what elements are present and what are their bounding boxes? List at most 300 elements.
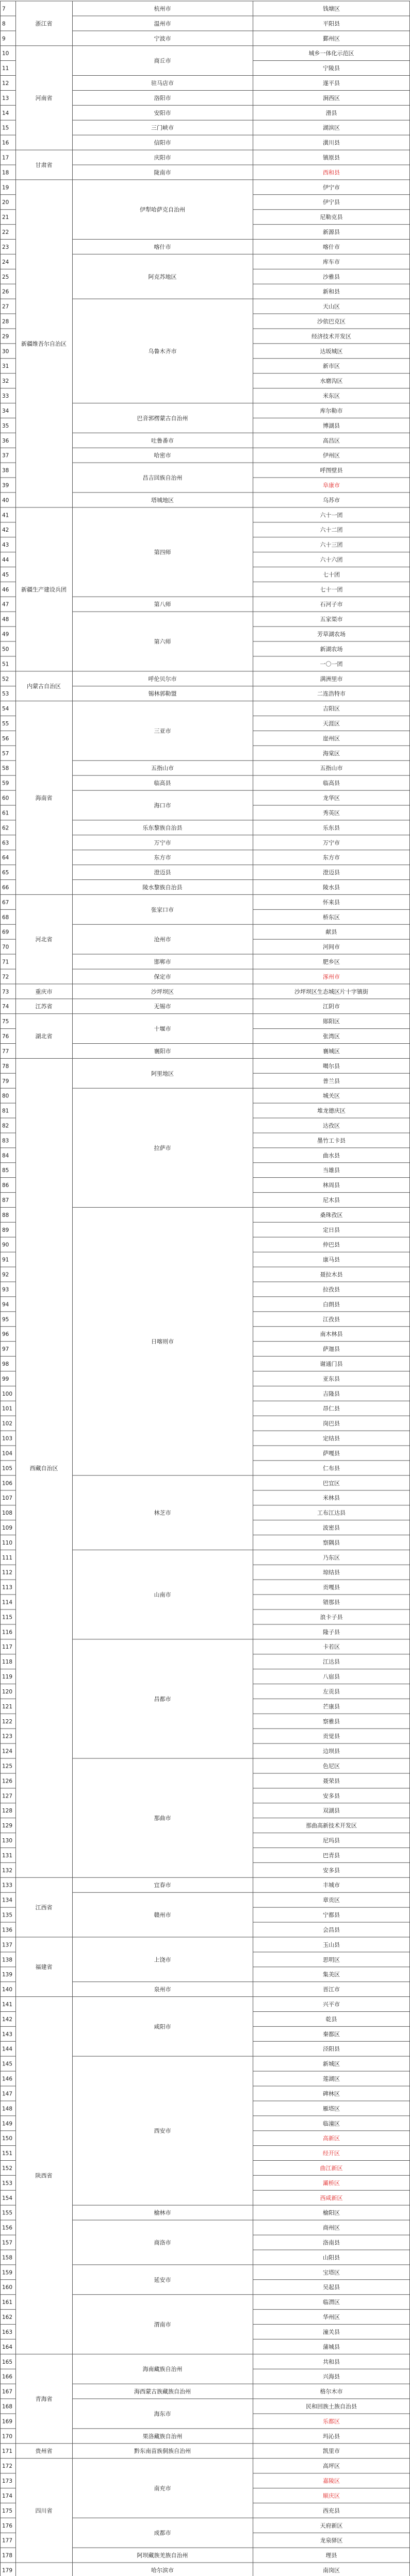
- district-cell: 南岗区: [323, 2567, 340, 2574]
- district-cell: 亚东县: [323, 1375, 340, 1382]
- row-number: 160: [2, 2284, 13, 2291]
- row-number: 19: [2, 184, 9, 191]
- city-cell: 乐东黎族自治县: [142, 824, 183, 832]
- province-cell: 江苏省: [35, 1003, 53, 1010]
- district-cell: 山阳县: [323, 2254, 340, 2261]
- district-cell: 定结县: [323, 1435, 340, 1442]
- district-cell: 伊宁县: [323, 199, 340, 206]
- district-cell: 谢通门县: [320, 1361, 343, 1367]
- row-number: 148: [2, 2106, 13, 2112]
- city-cell: 五指山市: [151, 765, 174, 772]
- district-cell: 郧阳区: [323, 1018, 340, 1025]
- row-number: 165: [2, 2359, 13, 2365]
- row-number: 24: [2, 259, 9, 265]
- district-cell: 河间市: [323, 943, 340, 951]
- row-number: 87: [2, 1197, 9, 1204]
- district-cell: 滑县: [325, 109, 337, 116]
- row-number: 121: [2, 1703, 13, 1710]
- district-cell: 乌苏市: [323, 497, 340, 504]
- row-number: 130: [2, 1838, 13, 1844]
- row-number: 176: [2, 2522, 13, 2529]
- row-number: 69: [2, 929, 9, 936]
- row-number: 95: [2, 1316, 9, 1323]
- row-number: 114: [2, 1599, 13, 1606]
- city-cell: 信阳市: [154, 139, 171, 146]
- row-number: 71: [2, 959, 9, 965]
- district-cell: 吉阳区: [323, 705, 340, 713]
- district-cell: 六十三团: [320, 541, 343, 549]
- district-cell: 察雅县: [323, 1718, 340, 1725]
- district-cell: 西和县: [323, 169, 340, 176]
- row-number: 92: [2, 1272, 9, 1278]
- row-number: 23: [2, 244, 9, 250]
- district-cell: 湖滨区: [323, 124, 340, 131]
- city-cell: 日喀则市: [151, 1338, 174, 1345]
- district-cell: 仁布县: [323, 1465, 340, 1472]
- city-cell: 阿里地区: [151, 1070, 174, 1077]
- district-cell: 沙坪坝区生态城区片十字镇街: [294, 988, 368, 995]
- row-number: 137: [2, 1942, 13, 1948]
- row-number: 40: [2, 497, 9, 504]
- district-cell: 顺庆区: [323, 2492, 340, 2499]
- district-cell: 石河子市: [320, 601, 343, 608]
- row-number: 141: [2, 2002, 13, 2008]
- row-number: 178: [2, 2552, 13, 2559]
- row-number: 131: [2, 1852, 13, 1859]
- row-number: 119: [2, 1674, 13, 1681]
- district-cell: 肥乡区: [323, 958, 340, 965]
- row-number: 68: [2, 914, 9, 921]
- district-cell: 曲水县: [323, 1152, 340, 1159]
- row-number: 138: [2, 1957, 13, 1963]
- row-number: 16: [2, 140, 9, 146]
- city-cell: 乌鲁木齐市: [148, 348, 177, 355]
- district-cell: 秀英区: [323, 809, 340, 817]
- district-cell: 五指山市: [320, 765, 343, 772]
- row-number: 59: [2, 780, 9, 787]
- district-cell: 定日县: [323, 1226, 340, 1233]
- district-cell: 天山区: [323, 303, 340, 310]
- row-number: 115: [2, 1614, 13, 1621]
- district-cell: 七十一团: [320, 586, 343, 593]
- district-cell: 白朗县: [323, 1301, 340, 1308]
- district-cell: 江达县: [323, 1658, 340, 1666]
- district-cell: 乐都区: [323, 2418, 340, 2425]
- row-number: 31: [2, 363, 9, 370]
- row-number: 75: [2, 1019, 9, 1025]
- city-cell: 第六师: [154, 638, 171, 646]
- row-number: 81: [2, 1108, 9, 1114]
- district-cell: 昂仁县: [323, 1405, 340, 1412]
- row-number: 136: [2, 1927, 13, 1934]
- district-cell: 江阴市: [323, 1003, 340, 1010]
- district-cell: 献县: [325, 928, 337, 936]
- city-cell: 无锡市: [154, 1003, 171, 1010]
- district-cell: 思明区: [323, 1956, 340, 1963]
- row-number: 20: [2, 199, 9, 206]
- row-number: 85: [2, 1167, 9, 1174]
- row-number: 18: [2, 170, 9, 176]
- row-number: 111: [2, 1554, 13, 1561]
- district-cell: 双湖县: [323, 1807, 340, 1815]
- city-cell: 安阳市: [154, 109, 171, 116]
- district-cell: 萨嘎县: [323, 1450, 340, 1457]
- district-cell: 达坂城区: [320, 348, 343, 355]
- district-cell: 城乡一体化示范区: [308, 50, 354, 57]
- row-number: 169: [2, 2418, 13, 2425]
- row-number: 49: [2, 631, 9, 638]
- district-cell: 凯里市: [323, 2448, 340, 2455]
- district-cell: 临潼区: [323, 2120, 340, 2127]
- row-number: 8: [2, 21, 6, 27]
- city-cell: 渭南市: [154, 2321, 171, 2328]
- district-cell: 新源县: [323, 229, 340, 236]
- district-cell: 新和县: [323, 288, 340, 295]
- district-cell: 经开区: [323, 2150, 340, 2157]
- district-cell: 左贡县: [323, 1688, 340, 1695]
- city-cell: 洛阳市: [154, 94, 171, 101]
- row-number: 64: [2, 855, 9, 861]
- row-number: 175: [2, 2507, 13, 2514]
- city-cell: 喀什市: [154, 243, 171, 250]
- row-number: 32: [2, 378, 9, 385]
- district-cell: 安多县: [323, 1792, 340, 1800]
- district-cell: 乾县: [325, 2015, 337, 2023]
- row-number: 150: [2, 2136, 13, 2142]
- district-cell: 蒲城县: [323, 2343, 340, 2350]
- row-number: 108: [2, 1510, 13, 1517]
- city-cell: 张家口市: [151, 906, 174, 913]
- city-cell: 锡林郭勒盟: [148, 690, 177, 698]
- row-number: 7: [2, 6, 6, 12]
- district-cell: 博湖县: [323, 422, 340, 429]
- district-cell: 七十团: [323, 571, 340, 578]
- row-number: 48: [2, 616, 9, 623]
- row-number: 61: [2, 810, 9, 817]
- city-cell: 海东市: [154, 2410, 171, 2417]
- district-cell: 八宿县: [323, 1673, 340, 1681]
- row-number: 126: [2, 1778, 13, 1785]
- district-cell: 六十一团: [320, 512, 343, 519]
- city-cell: 上饶市: [154, 1956, 171, 1963]
- row-number: 163: [2, 2329, 13, 2335]
- row-number: 44: [2, 557, 9, 564]
- row-number: 36: [2, 437, 9, 444]
- row-number: 53: [2, 691, 9, 698]
- city-cell: 东方市: [154, 854, 171, 861]
- row-number: 172: [2, 2463, 13, 2470]
- district-cell: 怀来县: [323, 899, 340, 906]
- row-number: 149: [2, 2121, 13, 2127]
- row-number: 120: [2, 1688, 13, 1695]
- district-cell: 普兰县: [323, 1077, 340, 1084]
- row-number: 135: [2, 1912, 13, 1919]
- district-cell: 灞桥区: [323, 2179, 340, 2187]
- district-cell: 满洲里市: [320, 675, 343, 683]
- row-number: 145: [2, 2061, 13, 2067]
- district-cell: 商州区: [323, 2224, 340, 2231]
- province-cell: 新疆维吾尔自治区: [21, 340, 67, 347]
- row-number: 127: [2, 1793, 13, 1800]
- district-cell: 工布江达县: [317, 1510, 346, 1517]
- row-number: 110: [2, 1539, 13, 1546]
- row-number: 42: [2, 527, 9, 534]
- province-cell: 湖北省: [35, 1033, 53, 1040]
- district-cell: 兴海县: [323, 2373, 340, 2380]
- row-number: 159: [2, 2269, 13, 2276]
- district-cell: 秦都区: [323, 2030, 340, 2038]
- city-cell: 拉萨市: [154, 1144, 171, 1151]
- province-cell: 贵州省: [35, 2448, 53, 2455]
- row-number: 22: [2, 229, 9, 236]
- city-cell: 果洛藏族自治州: [142, 2433, 183, 2440]
- district-cell: 沙依巴克区: [317, 318, 346, 325]
- district-cell: 二连浩特市: [317, 690, 346, 698]
- district-cell: 波密县: [323, 1524, 340, 1531]
- city-cell: 阿坝藏族羌族自治州: [137, 2552, 188, 2559]
- row-number: 91: [2, 1257, 9, 1263]
- row-number: 129: [2, 1823, 13, 1829]
- province-cell: 海南省: [35, 794, 53, 802]
- province-cell: 浙江省: [35, 20, 53, 27]
- row-number: 156: [2, 2225, 13, 2231]
- district-cell: 聂拉木县: [320, 1271, 343, 1278]
- row-number: 17: [2, 155, 9, 161]
- row-number: 12: [2, 80, 9, 87]
- district-cell: 色尼区: [323, 1762, 340, 1770]
- row-number: 125: [2, 1763, 13, 1770]
- row-number: 123: [2, 1733, 13, 1740]
- row-number: 112: [2, 1569, 13, 1576]
- district-cell: 丰城市: [323, 1882, 340, 1889]
- district-cell: 城关区: [323, 1092, 340, 1099]
- row-number: 78: [2, 1063, 9, 1070]
- province-cell: 四川省: [35, 2507, 53, 2514]
- province-cell: 甘肃省: [35, 161, 53, 168]
- row-number: 179: [2, 2567, 13, 2574]
- row-number: 142: [2, 2016, 13, 2023]
- row-number: 98: [2, 1361, 9, 1367]
- district-cell: 章贡区: [323, 1896, 340, 1904]
- district-cell: 边坝县: [323, 1748, 340, 1755]
- district-cell: 康马县: [323, 1256, 340, 1263]
- district-cell: 吴起县: [323, 2284, 340, 2291]
- district-cell: 萨迦县: [323, 1346, 340, 1353]
- city-cell: 沙坪坝区: [151, 988, 174, 995]
- row-number: 97: [2, 1346, 9, 1353]
- row-number: 146: [2, 2076, 13, 2082]
- district-cell: 潼关县: [323, 2328, 340, 2335]
- city-cell: 黔东南苗族侗族自治州: [134, 2448, 191, 2455]
- row-number: 144: [2, 2046, 13, 2053]
- row-number: 28: [2, 318, 9, 325]
- row-number: 171: [2, 2448, 13, 2455]
- district-cell: 五家渠市: [320, 616, 343, 623]
- row-number: 25: [2, 274, 9, 280]
- city-cell: 三门峡市: [151, 124, 174, 131]
- row-number: 139: [2, 1972, 13, 1978]
- city-cell: 澄迈县: [154, 869, 171, 876]
- city-cell: 襄阳市: [154, 1047, 171, 1055]
- row-number: 99: [2, 1376, 9, 1382]
- province-cell: 河南省: [35, 94, 53, 101]
- city-cell: 温州市: [154, 20, 171, 27]
- row-number: 45: [2, 571, 9, 578]
- row-number: 167: [2, 2388, 13, 2395]
- row-number: 107: [2, 1495, 13, 1502]
- row-number: 39: [2, 482, 9, 489]
- row-number: 164: [2, 2344, 13, 2350]
- district-cell: 西咸新区: [320, 2194, 343, 2201]
- row-number: 122: [2, 1718, 13, 1725]
- row-number: 105: [2, 1465, 13, 1472]
- row-number: 155: [2, 2210, 13, 2216]
- row-number: 9: [2, 36, 6, 42]
- district-cell: 西充县: [323, 2507, 340, 2514]
- district-cell: 当雄县: [323, 1167, 340, 1174]
- district-cell: 隆子县: [323, 1629, 340, 1636]
- district-cell: 宝塔区: [323, 2269, 340, 2276]
- city-cell: 咸阳市: [154, 2023, 171, 2030]
- city-cell: 哈尔滨市: [151, 2567, 174, 2574]
- district-cell: 东方市: [323, 854, 340, 861]
- district-cell: 理县: [325, 2552, 337, 2559]
- row-number: 116: [2, 1629, 13, 1636]
- row-number: 174: [2, 2493, 13, 2499]
- district-cell: 达孜区: [323, 1122, 340, 1129]
- row-number: 106: [2, 1480, 13, 1487]
- district-cell: 嘉陵区: [323, 2478, 340, 2485]
- row-number: 46: [2, 586, 9, 593]
- city-cell: 商洛市: [154, 2239, 171, 2246]
- district-cell: 喀什市: [323, 243, 340, 250]
- row-number: 140: [2, 1987, 13, 1993]
- city-cell: 陵水黎族自治县: [142, 884, 183, 891]
- district-cell: 莲湖区: [323, 2075, 340, 2082]
- row-number: 117: [2, 1644, 13, 1651]
- row-number: 86: [2, 1182, 9, 1189]
- row-number: 15: [2, 125, 9, 131]
- row-number: 65: [2, 870, 9, 876]
- district-cell: 吉隆县: [323, 1390, 340, 1397]
- district-cell: 米林县: [323, 1495, 340, 1502]
- row-number: 177: [2, 2537, 13, 2544]
- city-cell: 三亚市: [154, 727, 171, 735]
- row-number: 50: [2, 646, 9, 653]
- row-number: 128: [2, 1808, 13, 1815]
- district-cell: 新城区: [323, 2060, 340, 2067]
- row-number: 77: [2, 1048, 9, 1055]
- row-number: 157: [2, 2240, 13, 2246]
- row-number: 101: [2, 1405, 13, 1412]
- district-cell: 六十二团: [320, 527, 343, 534]
- row-number: 151: [2, 2150, 13, 2157]
- district-cell: 琼结县: [323, 1569, 340, 1576]
- city-cell: 商丘市: [154, 57, 171, 64]
- row-number: 154: [2, 2195, 13, 2201]
- city-cell: 赣州市: [154, 1911, 171, 1919]
- district-cell: 临高县: [323, 779, 340, 787]
- district-cell: 龙华区: [323, 794, 340, 802]
- row-number: 168: [2, 2403, 13, 2410]
- district-cell: 拉孜县: [323, 1286, 340, 1293]
- province-cell: 重庆市: [35, 988, 53, 995]
- city-cell: 沧州市: [154, 936, 171, 943]
- district-cell: 涧西区: [323, 94, 340, 101]
- district-cell: 临渭区: [323, 2299, 340, 2306]
- row-number: 51: [2, 661, 9, 668]
- district-cell: 高坪区: [323, 2463, 340, 2470]
- row-number: 67: [2, 899, 9, 906]
- district-cell: 宁陵县: [323, 65, 340, 72]
- city-cell: 塔城地区: [151, 497, 174, 504]
- city-cell: 泉州市: [154, 1986, 171, 1993]
- row-number: 54: [2, 706, 9, 713]
- row-number: 89: [2, 1227, 9, 1233]
- district-cell: 兴平市: [323, 2001, 340, 2008]
- row-number: 74: [2, 1004, 9, 1010]
- row-number: 79: [2, 1078, 9, 1084]
- row-number: 124: [2, 1748, 13, 1755]
- row-number: 134: [2, 1897, 13, 1904]
- city-cell: 海南藏族自治州: [142, 2366, 183, 2373]
- district-cell: 贡觉县: [323, 1733, 340, 1740]
- row-number: 76: [2, 1033, 9, 1040]
- province-cell: 西藏自治区: [29, 1465, 58, 1472]
- row-number: 10: [2, 50, 9, 57]
- district-cell: 海棠区: [323, 750, 340, 757]
- province-cell: 河北省: [35, 936, 53, 943]
- district-cell: 墨竹工卡县: [317, 1137, 346, 1144]
- district-cell: 巴宜区: [323, 1480, 340, 1487]
- row-number: 103: [2, 1435, 13, 1442]
- city-cell: 邯郸市: [154, 958, 171, 965]
- row-number: 170: [2, 2433, 13, 2440]
- district-cell: 华州区: [323, 2314, 340, 2321]
- district-cell: 会昌县: [323, 1926, 340, 1934]
- province-cell: 新疆生产建设兵团: [21, 586, 67, 593]
- city-cell: 宁波市: [154, 35, 171, 42]
- district-cell: 玉山县: [323, 1941, 340, 1948]
- row-number: 63: [2, 840, 9, 846]
- district-cell: 集美区: [323, 1971, 340, 1978]
- district-cell: 察隅县: [323, 1539, 340, 1546]
- row-number: 30: [2, 348, 9, 355]
- province-cell: 福建省: [35, 1963, 53, 1971]
- district-cell: 江孜县: [323, 1316, 340, 1323]
- city-cell: 哈密市: [154, 452, 171, 459]
- district-cell: 高新区: [323, 2135, 340, 2142]
- city-cell: 昌吉回族自治州: [142, 474, 183, 482]
- row-number: 55: [2, 720, 9, 727]
- row-number: 11: [2, 65, 9, 72]
- district-cell: 澄迈县: [323, 869, 340, 876]
- district-cell: 格尔木市: [320, 2388, 343, 2395]
- city-cell: 成都市: [154, 2530, 171, 2537]
- city-cell: 延安市: [154, 2276, 171, 2283]
- city-cell: 保定市: [154, 973, 171, 980]
- city-cell: 第四师: [154, 549, 171, 556]
- city-cell: 巴音郭楞蒙古自治州: [137, 415, 188, 422]
- city-cell: 海口市: [154, 802, 171, 809]
- row-number: 60: [2, 795, 9, 802]
- city-cell: 十堰市: [154, 1025, 171, 1032]
- district-cell: 伊州区: [323, 452, 340, 459]
- district-cell: 碑林区: [323, 2090, 340, 2097]
- city-cell: 临高县: [154, 779, 171, 787]
- city-cell: 西安市: [154, 2127, 171, 2134]
- district-cell: 贡嘎县: [323, 1584, 340, 1591]
